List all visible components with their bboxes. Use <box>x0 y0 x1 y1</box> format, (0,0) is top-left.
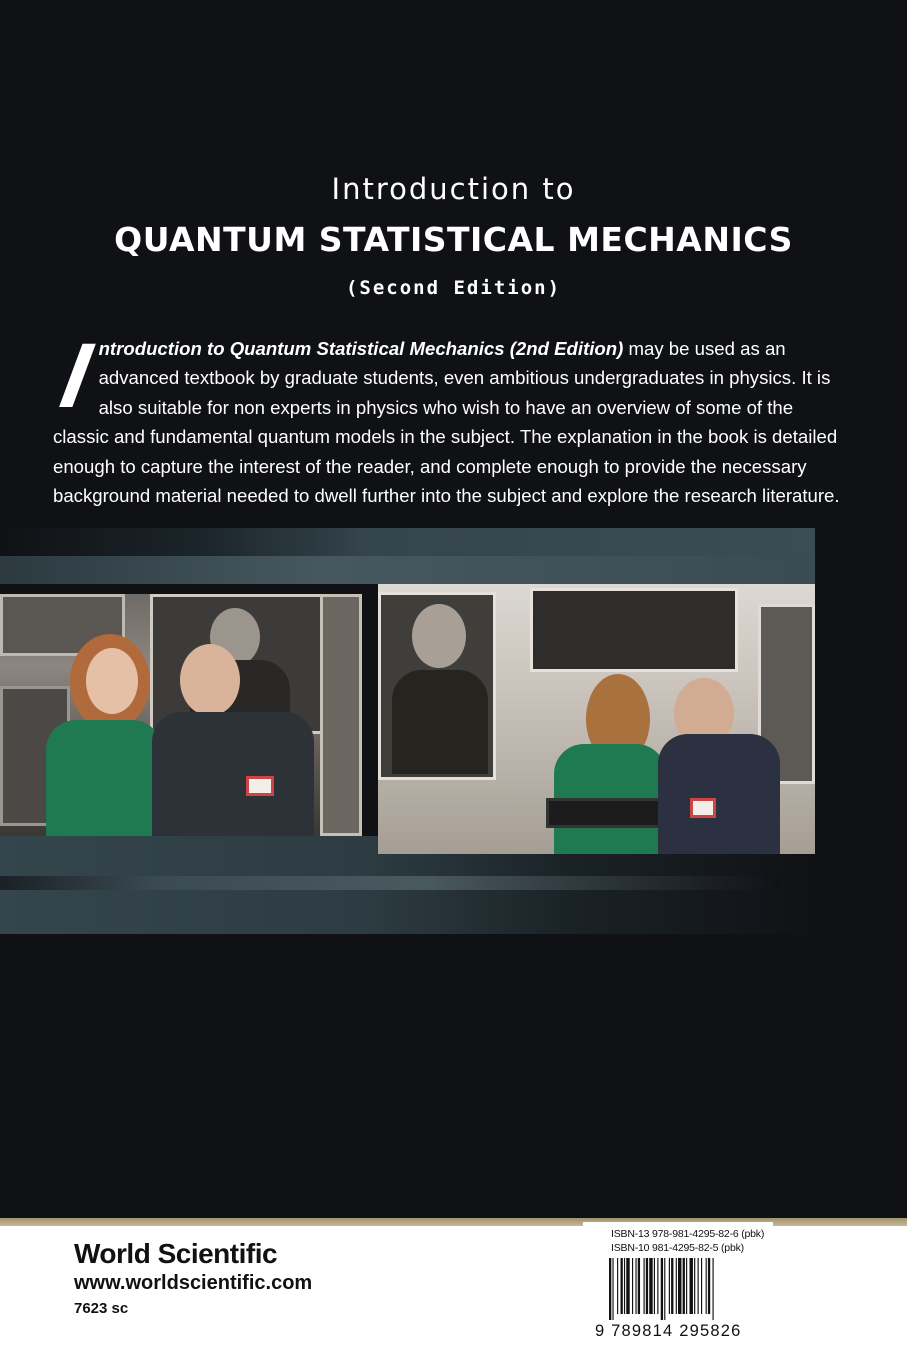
barcode-bar <box>646 1258 648 1314</box>
barcode-bar <box>701 1258 702 1314</box>
drop-cap: I <box>54 325 98 427</box>
isbn-10: ISBN-10 981-4295-82-5 (pbk) <box>611 1242 744 1254</box>
title-block <box>0 172 907 299</box>
publisher-url: www.worldscientific.com <box>74 1272 313 1294</box>
publisher-name: World Scientific <box>74 1238 278 1269</box>
man-face-shape <box>180 644 240 716</box>
barcode-bar <box>649 1258 652 1314</box>
barcode-bar <box>609 1258 611 1320</box>
decorative-band-top-inner <box>0 556 815 584</box>
barcode-bar <box>654 1258 655 1314</box>
barcode-digits: 9 789814 295826 <box>595 1322 742 1340</box>
decorative-band-line <box>0 876 780 890</box>
barcode-bar <box>683 1258 685 1314</box>
folder-shape <box>546 798 662 828</box>
publisher-code: 7623 sc <box>74 1300 129 1317</box>
photo-right-wall-picture <box>530 588 738 672</box>
barcode-bar <box>671 1258 673 1314</box>
portrait-body-shape-2 <box>392 670 488 774</box>
portrait-head-shape-2 <box>412 604 466 668</box>
blurb-body: may be used as an advanced textbook by graduate students, even ambitious undergraduates in physics. It is also suitable for non experts in physics who wish to have an overview of some of the classic and fundamental quantum models in the subject. The explanation in the book is detailed enough to capture the interest of the reader, and complete enough to provide the necessary background material needed to dwell further into the subject and explore the research literature. <box>53 338 840 507</box>
photo-left <box>0 594 362 836</box>
man-suit-shape-2 <box>658 734 780 854</box>
man-suit-shape <box>152 712 314 836</box>
barcode-bar <box>621 1258 623 1314</box>
barcode-bar <box>690 1258 693 1314</box>
barcode-bar <box>635 1258 636 1314</box>
barcode-bar <box>706 1258 707 1314</box>
edition-label: (Second Edition) <box>345 277 562 299</box>
barcode-bar <box>713 1258 714 1320</box>
barcode-bar <box>612 1258 613 1320</box>
barcode-bar <box>694 1258 695 1314</box>
barcode-bar <box>664 1258 665 1320</box>
barcode-bar <box>617 1258 618 1314</box>
barcode-bar <box>638 1258 640 1314</box>
blurb-paragraph <box>53 325 843 510</box>
woman-jacket-shape <box>46 720 162 836</box>
barcode-bar <box>632 1258 633 1314</box>
barcode-bar <box>626 1258 629 1314</box>
barcode-bar <box>686 1258 687 1314</box>
name-badge-shape-2 <box>690 798 716 818</box>
barcode-bar <box>644 1258 645 1314</box>
name-badge-shape <box>246 776 274 796</box>
barcode-bar <box>657 1258 658 1314</box>
barcode-bar <box>678 1258 681 1314</box>
barcode-bar <box>661 1258 663 1320</box>
photo-right <box>378 584 815 854</box>
barcode-bar <box>669 1258 670 1314</box>
barcode-bar <box>676 1258 677 1314</box>
barcode-bar <box>698 1258 699 1314</box>
barcode-icon <box>609 1258 759 1320</box>
title-line-1: Introduction to <box>331 172 576 206</box>
blurb-lead: ntroduction to Quantum Statistical Mechanics (2nd Edition) <box>98 338 624 359</box>
photo-left-side-panel <box>320 594 362 836</box>
book-title: QUANTUM STATISTICAL MECHANICS <box>114 220 793 259</box>
barcode-bar <box>624 1258 625 1314</box>
isbn-13: ISBN-13 978-981-4295-82-6 (pbk) <box>611 1228 765 1240</box>
woman-face-shape <box>86 648 138 714</box>
barcode-bar <box>708 1258 710 1314</box>
